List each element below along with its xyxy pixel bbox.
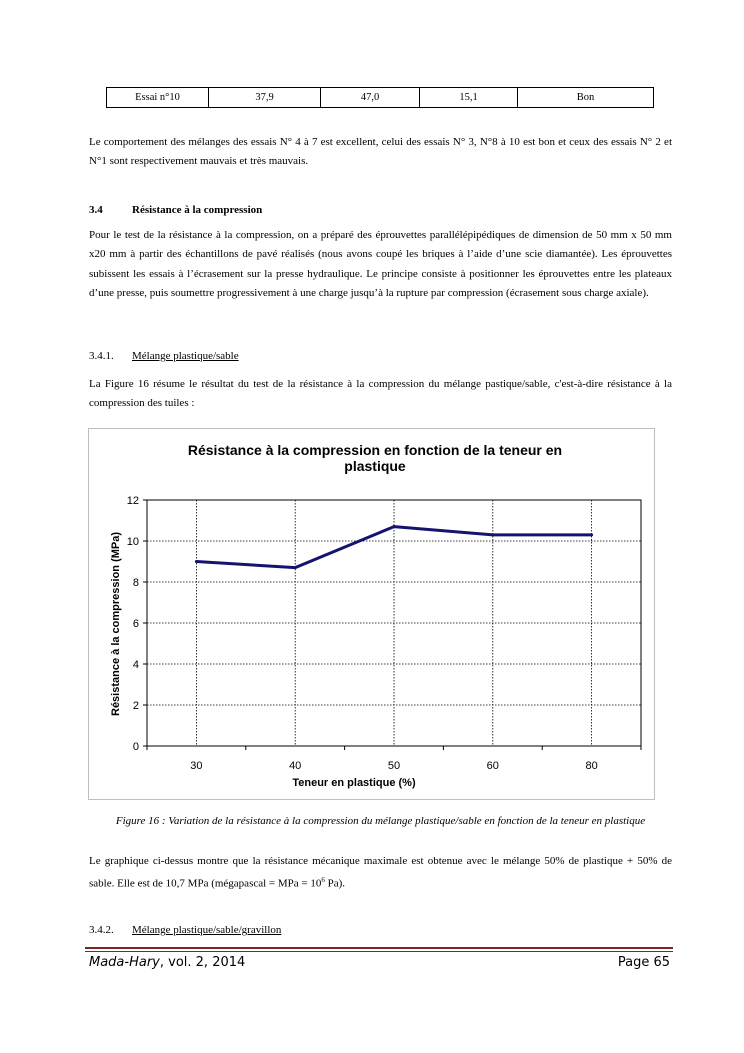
chart-title-line1: Résistance à la compression en fonction de la teneur en [187, 442, 563, 458]
table-cell: 37,9 [209, 88, 321, 108]
data-point [491, 533, 494, 536]
x-tick-label: 30 [190, 760, 203, 772]
journal-name: Mada-Hary [89, 955, 160, 970]
x-tick-label: 40 [289, 760, 302, 772]
journal-volume: , vol. 2, 2014 [159, 955, 246, 970]
x-tick-label: 50 [387, 760, 401, 772]
y-tick-label: 4 [132, 659, 139, 671]
chart-tick-labels [127, 495, 598, 772]
footer-journal [89, 955, 245, 970]
section-number: 3.4 [89, 204, 103, 216]
data-point [590, 533, 593, 536]
table-cell: 15,1 [420, 88, 518, 108]
data-point [195, 560, 198, 563]
exponent: 6 [321, 876, 325, 885]
table-row [107, 88, 654, 108]
figure-caption: Figure 16 : Variation de la résistance à la compression du mélange plastique/sable en fonction de la teneur en plastique [115, 815, 646, 827]
footer-page-number: Page 65 [617, 955, 670, 970]
x-tick-label: 60 [486, 760, 499, 772]
data-point [294, 566, 297, 569]
paragraph-compression-test: Pour le test de la résistance à la compression, on a préparé des éprouvettes parallélépipédiques de dimension de 50 mm x 50 mm x20 mm à partir des échantillons de pavé réalisés (nous avons coupé les briques à l’aide d’une scie diamantée). Les éprouvettes subissent les essais à l’écrasement sur la presse hydraulique. Le principe consiste à positionner les éprouvettes entre les plateaux d’une presse, puis soumettre progressivement à une charge jusqu’à la rupture par compression (écrasement sous charge axiale). [89, 229, 672, 300]
conclusion-text: Le graphique ci-dessus montre que la résistance mécanique maximale est obtenue avec le mélange 50% de plastique + 50% de sable. Elle est de 10,7 MPa (mégapascal = MPa = 10 [89, 855, 672, 891]
conclusion-text-end: Pa). [324, 878, 346, 891]
chart-series [195, 525, 593, 569]
paragraph-figure-intro: La Figure 16 résume le résultat du test de la résistance à la compression du mélange pastique/sable, c'est-à-dire résistance à la compression des tuiles : [89, 378, 672, 410]
subsection-number: 3.4.2. [89, 924, 114, 936]
subsection-title: Mélange plastique/sable/gravillon [132, 924, 282, 936]
chart-title-line2: plastique [344, 458, 406, 474]
y-tick-label: 10 [126, 536, 139, 548]
x-tick-label: 80 [585, 760, 598, 772]
footer-divider-thin [85, 951, 673, 952]
chart-x-axis-label: Teneur en plastique (%) [292, 777, 416, 789]
section-title: Résistance à la compression [132, 204, 263, 216]
paragraph-conclusion [89, 852, 672, 894]
table-cell: Bon [518, 88, 654, 108]
y-tick-label: 0 [132, 741, 139, 753]
y-tick-label: 6 [132, 618, 139, 630]
chart-svg [89, 429, 656, 801]
results-table [106, 87, 654, 108]
footer-divider [85, 947, 673, 949]
chart-grid [147, 500, 641, 746]
y-tick-label: 2 [132, 700, 139, 712]
paragraph-behavior: Le comportement des mélanges des essais N° 4 à 7 est excellent, celui des essais N° 3, N°8 à 10 est bon et ceux des essais N° 2 et N°1 sont respectivement mauvais et très mauvais. [89, 136, 672, 168]
chart-axes [143, 500, 641, 750]
section-heading-3-4 [89, 204, 262, 216]
y-tick-label: 12 [126, 495, 139, 507]
subsection-heading-3-4-2 [89, 924, 281, 936]
subsection-heading-3-4-1 [89, 350, 239, 362]
subsection-number: 3.4.1. [89, 350, 114, 362]
table-cell: Essai n°10 [107, 88, 209, 108]
table-cell: 47,0 [321, 88, 420, 108]
y-tick-label: 8 [132, 577, 139, 589]
subsection-title: Mélange plastique/sable [132, 350, 239, 362]
data-point [393, 525, 396, 528]
chart-y-axis-label: Résistance à la compression (MPa) [110, 531, 122, 717]
compression-chart [88, 428, 655, 800]
